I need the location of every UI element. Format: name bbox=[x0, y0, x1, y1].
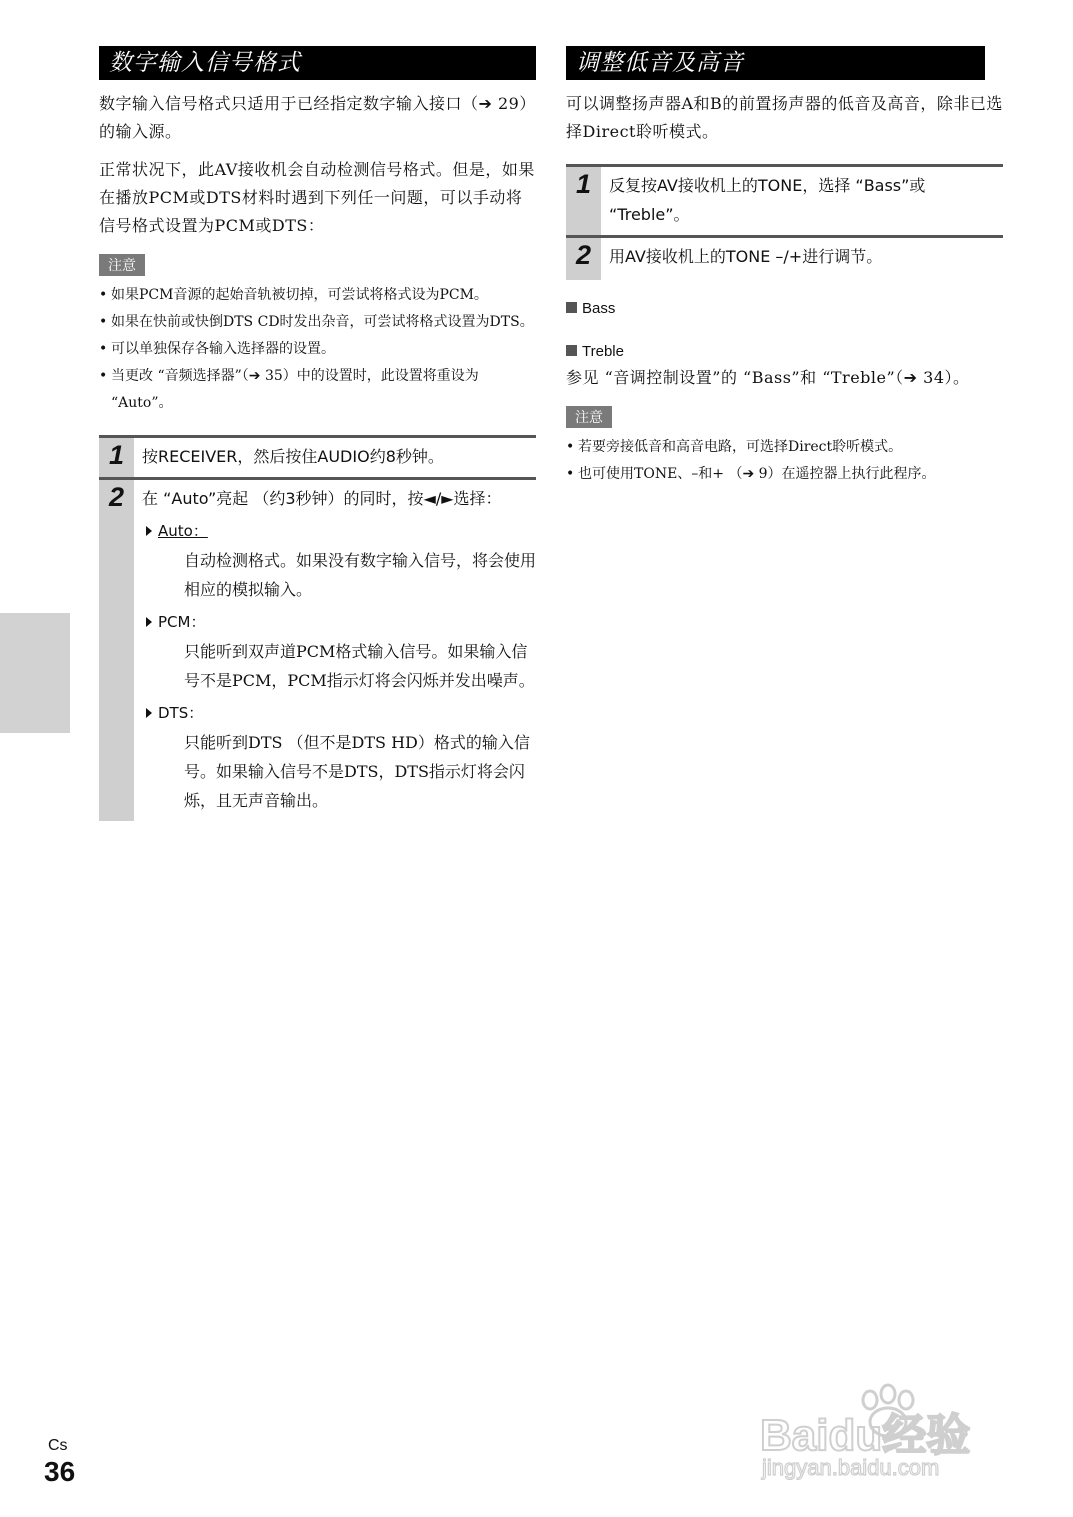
option-title-auto: Auto： bbox=[142, 517, 536, 546]
step-text: 反复按AV接收机上的TONE，选择 “Bass”或 “Treble”。 bbox=[609, 176, 926, 224]
step-text: 按RECEIVER，然后按住AUDIO约8秒钟。 bbox=[142, 447, 444, 466]
step-text: 用AV接收机上的TONE –/+进行调节。 bbox=[609, 247, 883, 266]
intro-paragraph: 数字输入信号格式只适用于已经指定数字输入接口（➔ 29）的输入源。 bbox=[99, 94, 536, 141]
watermark-url: jingyan.baidu.com bbox=[762, 1455, 940, 1480]
step-text: 在 “Auto”亮起 （约3秒钟）的同时，按◄/►选择： bbox=[142, 489, 502, 508]
option-desc-dts: 只能听到DTS （但不是DTS HD）格式的输入信号。如果输入信号不是DTS，DTS指示灯将会闪烁，且无声音输出。 bbox=[184, 733, 530, 810]
section-title-bass-treble: 调整低音及高音 bbox=[566, 46, 985, 80]
subheading-label: Treble bbox=[582, 343, 624, 360]
baidu-watermark bbox=[760, 1380, 1010, 1480]
note-label: 注意 bbox=[99, 254, 145, 276]
note-list bbox=[99, 282, 536, 417]
page-language-code: Cs bbox=[48, 1437, 68, 1454]
right-column bbox=[566, 46, 1003, 488]
note-list bbox=[566, 434, 1003, 488]
note-item: • 如果在快前或快倒DTS CD时发出杂音，可尝试将格式设置为DTS。 bbox=[99, 309, 536, 336]
option-title-dts: DTS： bbox=[142, 699, 536, 728]
square-bullet-icon bbox=[566, 302, 577, 313]
subheading-treble bbox=[566, 343, 1003, 360]
treble-reference: 参见 “音调控制设置”的 “Bass”和 “Treble”（➔ 34）。 bbox=[566, 368, 970, 387]
steps bbox=[99, 435, 536, 821]
step-2 bbox=[566, 235, 1003, 280]
square-bullet-icon bbox=[566, 345, 577, 356]
page-number: 36 bbox=[44, 1456, 76, 1487]
step-number: 2 bbox=[99, 480, 134, 821]
step-1 bbox=[566, 164, 1003, 235]
section-title-digital-input: 数字输入信号格式 bbox=[99, 46, 536, 80]
option-title-pcm: PCM： bbox=[142, 608, 536, 637]
step-number: 1 bbox=[99, 438, 134, 477]
intro-paragraph: 可以调整扬声器A和B的前置扬声器的低音及高音，除非已选择Direct聆听模式。 bbox=[566, 94, 1003, 141]
option-desc-pcm: 只能听到双声道PCM格式输入信号。如果输入信号不是PCM，PCM指示灯将会闪烁并发出噪声。 bbox=[184, 642, 535, 690]
subheading-label: Bass bbox=[582, 300, 616, 317]
note-item: • 若要旁接低音和高音电路，可选择Direct聆听模式。 bbox=[566, 434, 1003, 461]
option-desc-auto: 自动检测格式。如果没有数字输入信号，将会使用相应的模拟输入。 bbox=[184, 551, 537, 599]
step-1 bbox=[99, 435, 536, 477]
left-column bbox=[99, 46, 536, 821]
note-item: • 可以单独保存各输入选择器的设置。 bbox=[99, 336, 536, 363]
watermark-brand: Baidu经验 bbox=[760, 1411, 971, 1460]
note-item: • 如果PCM音源的起始音轨被切掉，可尝试将格式设为PCM。 bbox=[99, 282, 536, 309]
note-item: • 也可使用TONE、–和+ （➔ 9）在遥控器上执行此程序。 bbox=[566, 461, 1003, 488]
section-side-tab bbox=[0, 613, 70, 733]
note-item: • 当更改 “音频选择器”（➔ 35）中的设置时，此设置将重设为 “Auto”。 bbox=[99, 363, 536, 417]
step-2 bbox=[99, 477, 536, 821]
step-number: 1 bbox=[566, 167, 601, 235]
step-number: 2 bbox=[566, 238, 601, 280]
detail-paragraph: 正常状况下，此AV接收机会自动检测信号格式。但是，如果在播放PCM或DTS材料时遇到下列任一问题，可以手动将信号格式设置为PCM或DTS： bbox=[99, 160, 535, 235]
steps bbox=[566, 164, 1003, 280]
paw-logo-icon bbox=[760, 1380, 1010, 1480]
subheading-bass bbox=[566, 300, 1003, 317]
note-label: 注意 bbox=[566, 406, 612, 428]
